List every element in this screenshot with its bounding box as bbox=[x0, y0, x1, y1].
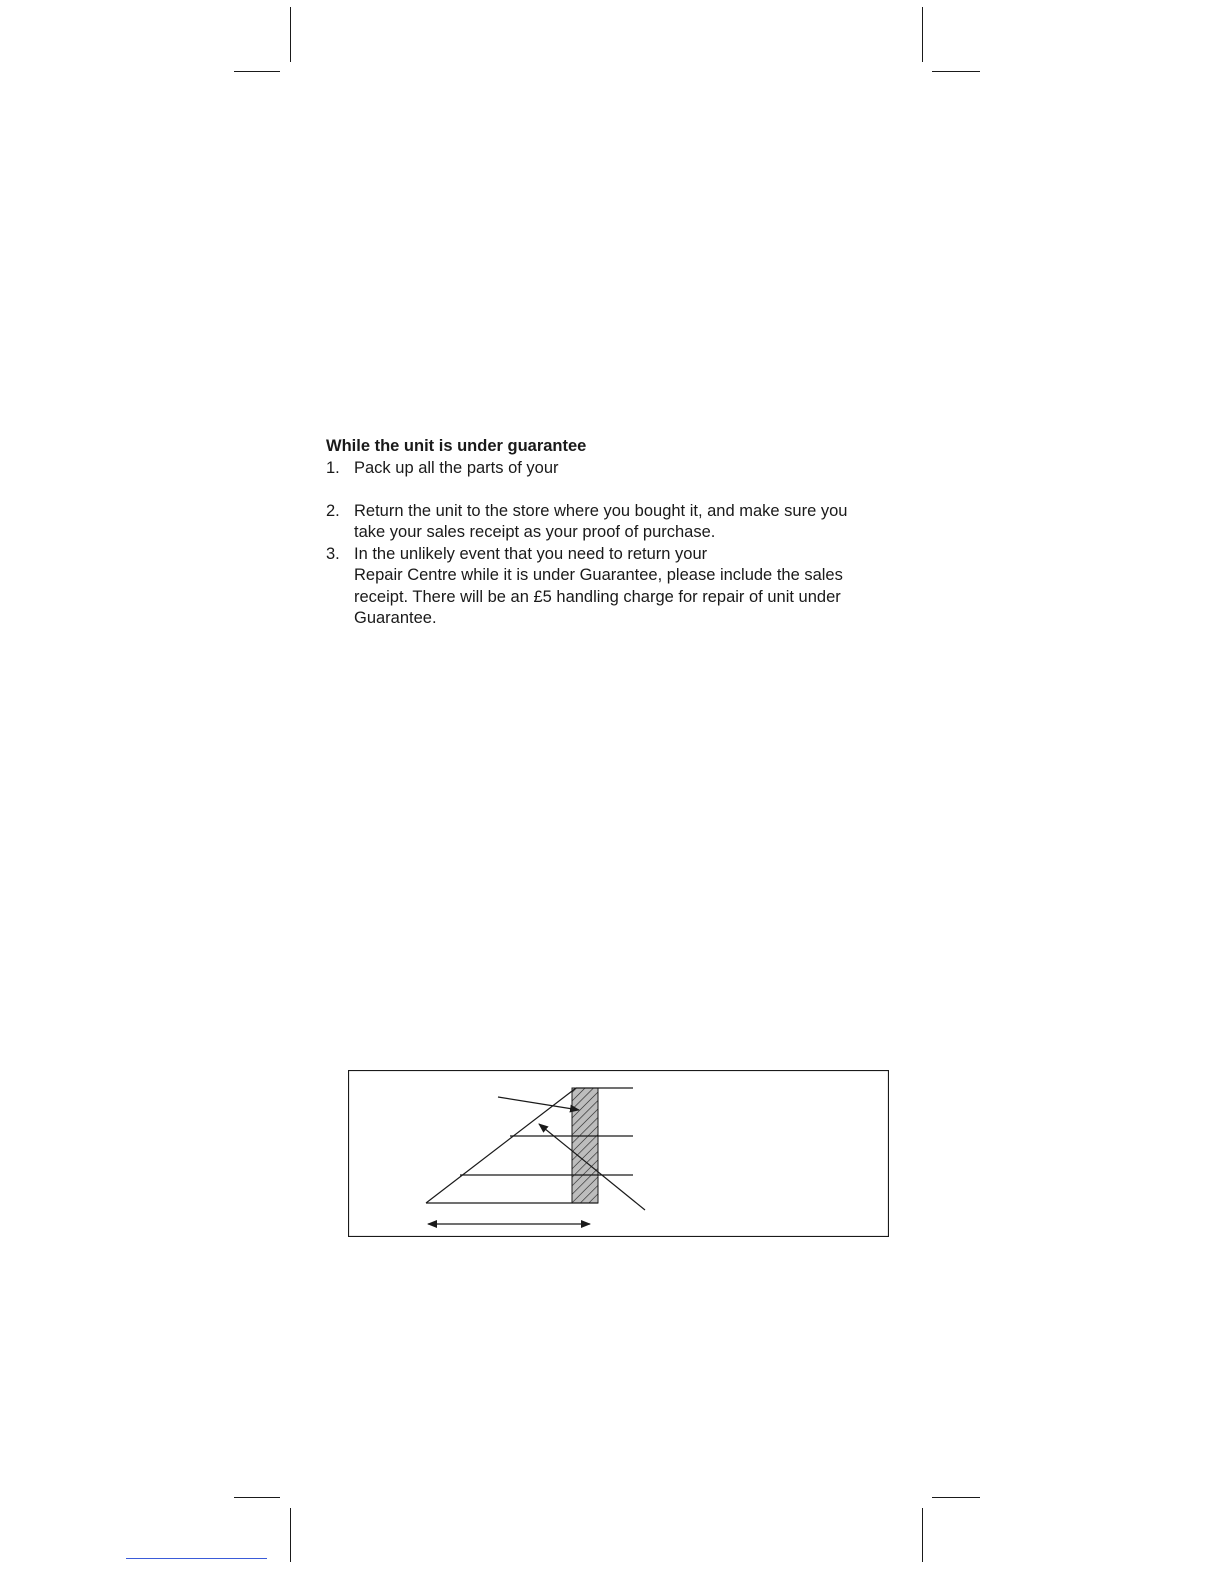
step-number: 2. bbox=[326, 501, 340, 520]
step-text-line: Return the unit to the store where you bought it, and make sure you bbox=[354, 501, 848, 520]
guarantee-heading: While the unit is under guarantee bbox=[326, 437, 587, 455]
diagram-svg bbox=[348, 1070, 889, 1237]
crop-mark-bottom-left-vertical bbox=[290, 1508, 291, 1562]
pointer-arrow-upper bbox=[498, 1097, 579, 1110]
crop-mark-bottom-left-horizontal bbox=[234, 1497, 280, 1498]
step-2 bbox=[326, 501, 886, 544]
diagram-frame bbox=[349, 1071, 889, 1237]
link-underline bbox=[126, 1558, 267, 1559]
step-text-line: Pack up all the parts of your bbox=[354, 458, 559, 477]
crop-mark-top-right-horizontal bbox=[932, 71, 980, 72]
crop-mark-top-left-vertical bbox=[290, 7, 291, 62]
guarantee-section bbox=[326, 436, 886, 630]
step-text-line: receipt. There will be an £5 handling charge for repair of unit under bbox=[354, 587, 841, 606]
step-text-line: Guarantee. bbox=[354, 609, 437, 627]
crop-mark-top-left-horizontal bbox=[234, 71, 280, 72]
guarantee-steps bbox=[326, 458, 886, 630]
diagonal-line bbox=[426, 1088, 576, 1203]
installation-diagram bbox=[348, 1070, 889, 1237]
crop-mark-bottom-right-vertical bbox=[922, 1508, 923, 1562]
step-1 bbox=[326, 458, 886, 480]
wall-hatched-section bbox=[572, 1088, 598, 1203]
step-3 bbox=[326, 544, 886, 630]
step-number: 3. bbox=[326, 544, 340, 563]
crop-mark-bottom-right-horizontal bbox=[932, 1497, 980, 1498]
step-text-line: Repair Centre while it is under Guarantee, please include the sales bbox=[354, 566, 843, 584]
step-number: 1. bbox=[326, 458, 340, 477]
step-text-line: take your sales receipt as your proof of purchase. bbox=[354, 523, 716, 541]
crop-mark-top-right-vertical bbox=[922, 7, 923, 62]
step-text-line: In the unlikely event that you need to return your bbox=[354, 544, 708, 563]
